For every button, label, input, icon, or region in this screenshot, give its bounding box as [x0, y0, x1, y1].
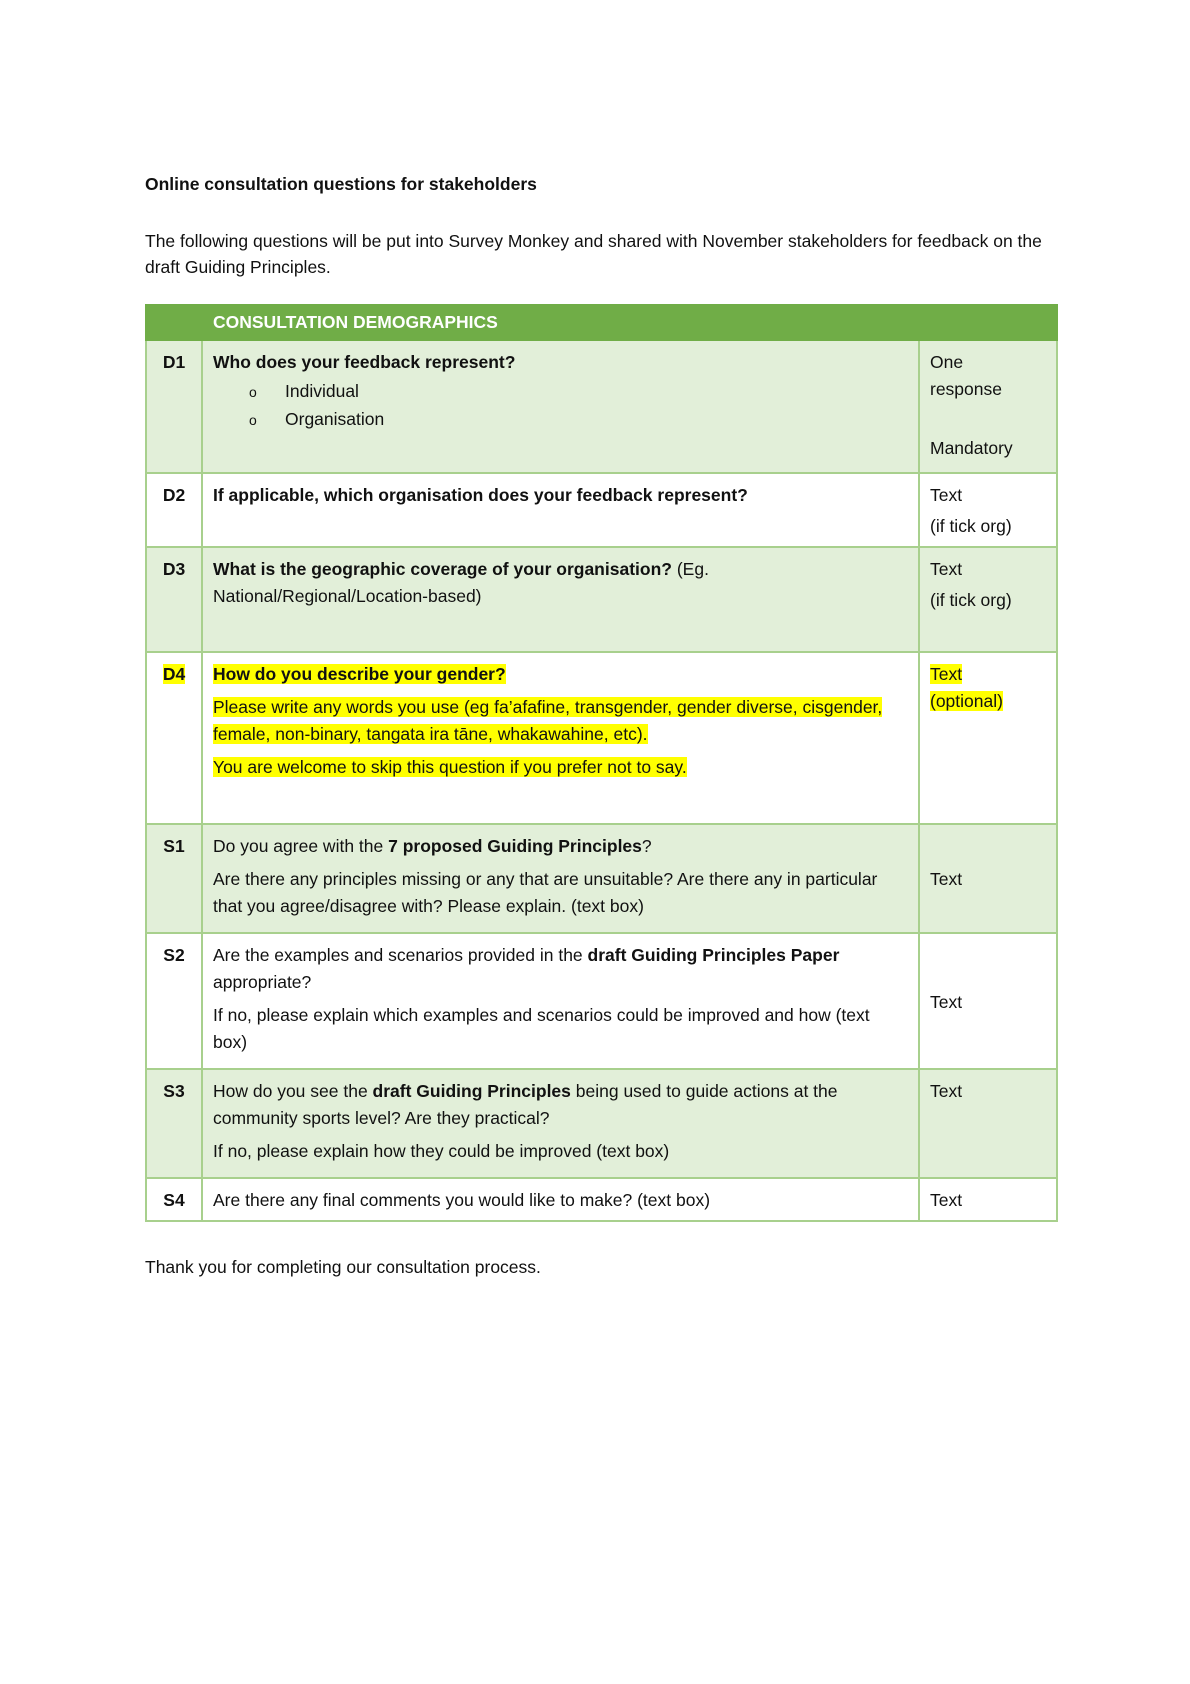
- question-text: What is the geographic coverage of your organisation?: [213, 559, 672, 579]
- question-text: Are there any final comments you would like to make? (text box): [202, 1178, 919, 1221]
- question-text: Do you agree with the: [213, 836, 389, 856]
- question-id: D3: [146, 547, 202, 652]
- table-header: CONSULTATION DEMOGRAPHICS: [202, 305, 1057, 340]
- question-emphasis: 7 proposed Guiding Principles: [388, 836, 642, 856]
- intro-paragraph: The following questions will be put into Survey Monkey and shared with November stakeholders for feedback on the draft Guiding Principles.: [145, 231, 1042, 277]
- question-description: Please write any words you use (eg fa’afafine, transgender, gender diverse, cisgender, female, non-binary, tangata ira tāne, whakawahine, etc).: [213, 697, 883, 744]
- question-description: If no, please explain which examples and scenarios could be improved and how (text box): [213, 1005, 870, 1052]
- table-row: [146, 340, 1057, 473]
- question-text: Are the examples and scenarios provided in the: [213, 945, 588, 965]
- question-emphasis: draft Guiding Principles Paper: [587, 945, 840, 965]
- type-cell: [919, 473, 1057, 547]
- type-cell: [919, 340, 1057, 473]
- options-list: [213, 378, 908, 434]
- question-text: being used to guide actions at the community sports level? Are they practical?: [213, 1081, 838, 1128]
- question-note: You are welcome to skip this question if you prefer not to say.: [213, 757, 687, 777]
- question-hint: (Eg. National/Regional/Location-based): [213, 559, 709, 606]
- question-text: appropriate?: [213, 972, 312, 992]
- table-row: [146, 933, 1057, 1069]
- type-cell: [919, 547, 1057, 652]
- table-row: [146, 824, 1057, 933]
- option-item: [249, 378, 908, 406]
- question-cell: [202, 340, 919, 473]
- table-row: [146, 1178, 1057, 1221]
- option-item: [249, 406, 908, 434]
- question-text: Who does your feedback represent?: [213, 352, 516, 372]
- type-text: One: [930, 352, 964, 372]
- question-description: If no, please explain how they could be improved (text box): [213, 1141, 670, 1161]
- type-text: response: [930, 379, 1002, 399]
- option-label: Organisation: [285, 409, 385, 429]
- option-label: Individual: [285, 381, 359, 401]
- closing-text: Thank you for completing our consultation process.: [145, 1257, 541, 1277]
- question-id-cell: [146, 652, 202, 824]
- question-description: Are there any principles missing or any that are unsuitable? Are there any in particular that you agree/disagree with? Please explain. (text box): [213, 869, 878, 916]
- question-cell: [202, 652, 919, 824]
- question-text: ?: [641, 836, 652, 856]
- question-id: S1: [146, 824, 202, 933]
- type-text: Text: [930, 559, 963, 579]
- question-cell: [202, 547, 919, 652]
- table-header-row: [146, 305, 1057, 340]
- document-title: Online consultation questions for stakeholders: [145, 174, 537, 194]
- type-text: (if tick org): [930, 590, 1012, 610]
- question-cell: [202, 933, 919, 1069]
- question-text: If applicable, which organisation does your feedback represent?: [202, 473, 919, 547]
- mandatory-text: Mandatory: [930, 438, 1013, 458]
- type-cell: [919, 652, 1057, 824]
- type-text: Text: [930, 485, 963, 505]
- question-cell: [202, 824, 919, 933]
- table-row: [146, 473, 1057, 547]
- type-text: Text: [919, 1178, 1057, 1221]
- table-row: [146, 1069, 1057, 1178]
- question-id: S4: [146, 1178, 202, 1221]
- consultation-table: [145, 304, 1058, 1222]
- question-id: D2: [146, 473, 202, 547]
- type-text: Text: [930, 664, 963, 684]
- table-row: [146, 652, 1057, 824]
- type-text: (optional): [930, 691, 1003, 711]
- type-text: Text: [919, 1069, 1057, 1178]
- circle-bullet-icon: o: [249, 384, 257, 400]
- question-id: D1: [146, 340, 202, 473]
- type-text: (if tick org): [930, 516, 1012, 536]
- question-text: How do you describe your gender?: [213, 664, 506, 684]
- question-id: S2: [146, 933, 202, 1069]
- question-id: S3: [146, 1069, 202, 1178]
- circle-bullet-icon: o: [249, 412, 257, 428]
- type-text: Text: [919, 824, 1057, 933]
- question-id: D4: [162, 664, 186, 684]
- question-cell: [202, 1069, 919, 1178]
- type-text: Text: [919, 933, 1057, 1069]
- table-row: [146, 547, 1057, 652]
- question-emphasis: draft Guiding Principles: [372, 1081, 571, 1101]
- question-text: How do you see the: [213, 1081, 373, 1101]
